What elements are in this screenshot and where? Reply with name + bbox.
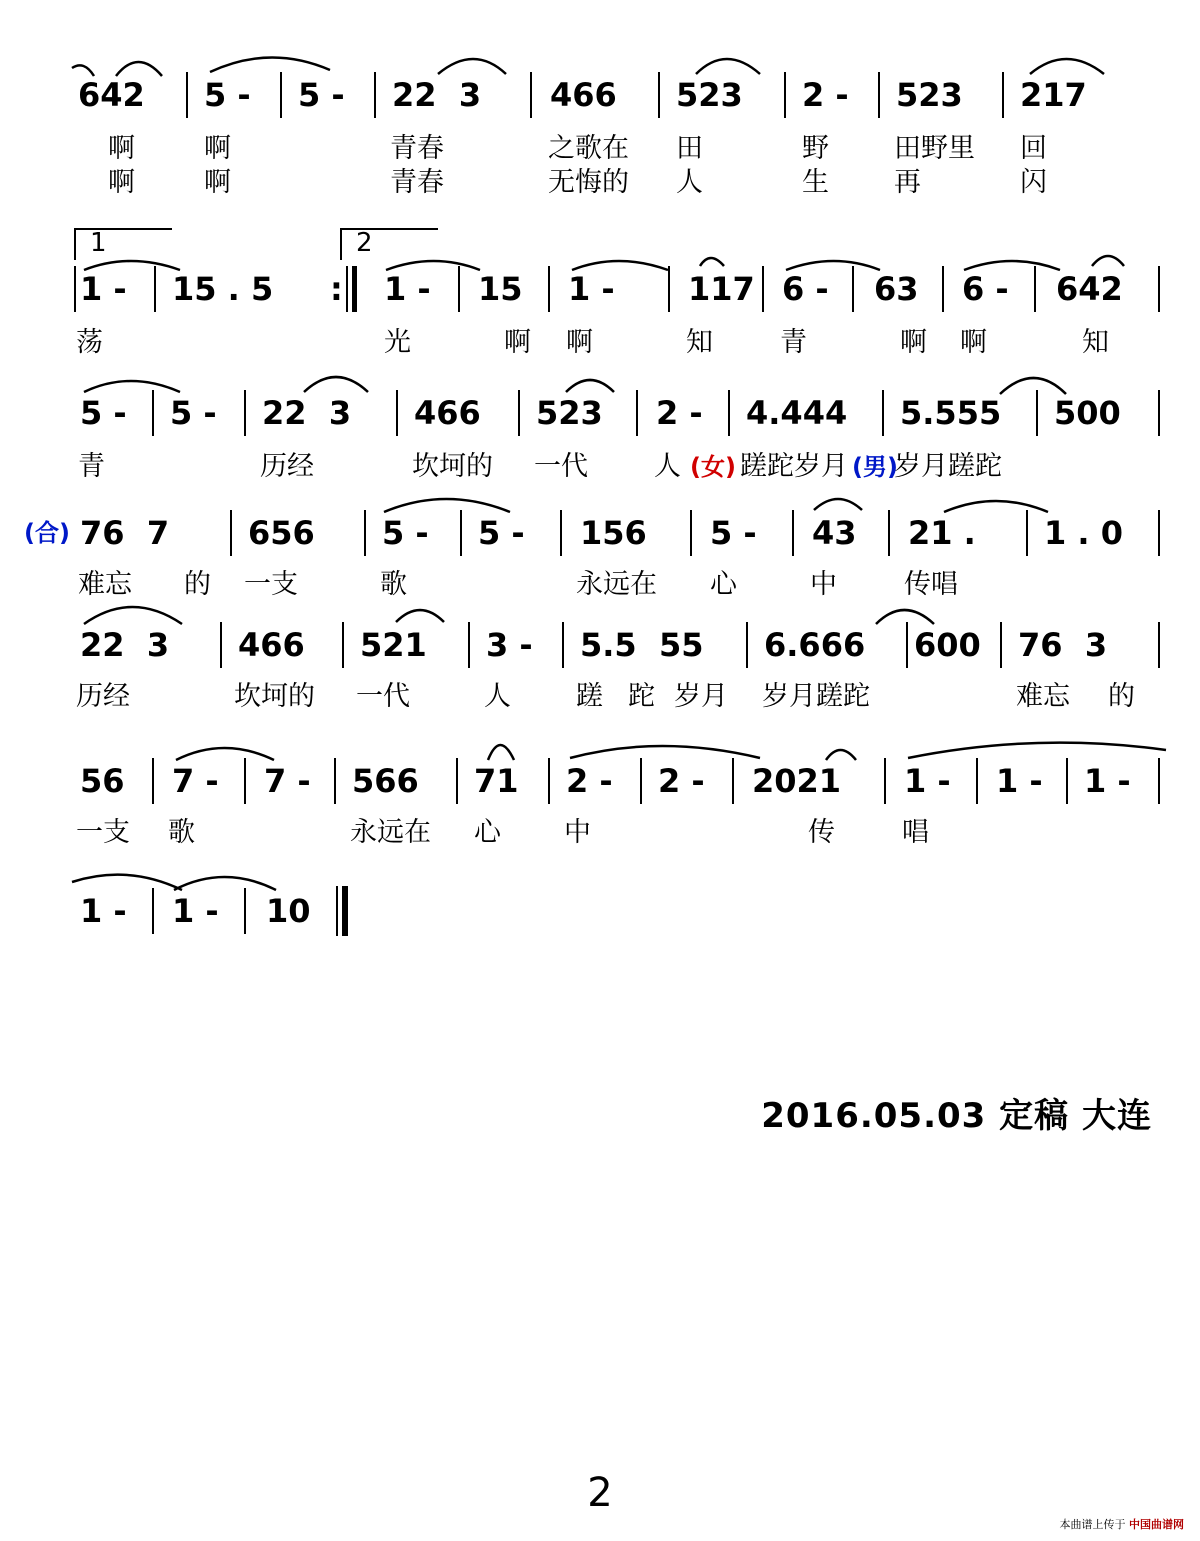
barline xyxy=(548,758,550,804)
lyric: 啊 xyxy=(566,327,593,358)
lyric: 永远在 xyxy=(576,569,657,600)
barline xyxy=(1026,510,1028,556)
measure-notes: 566 xyxy=(352,762,419,800)
barline xyxy=(1034,266,1036,312)
lyric: 啊 xyxy=(204,167,231,198)
lyric: 中 xyxy=(810,569,837,600)
barline xyxy=(230,510,232,556)
measure-notes: 466 xyxy=(550,76,617,114)
lyric: 青 xyxy=(78,451,105,482)
barline xyxy=(1002,72,1004,118)
barline xyxy=(152,758,154,804)
barline xyxy=(1158,390,1160,436)
lyric: 一支 xyxy=(244,569,298,600)
barline xyxy=(244,888,246,934)
barline xyxy=(906,622,908,668)
volta-number: 1 xyxy=(90,228,107,258)
measure-notes: 22 3 xyxy=(392,76,482,114)
lyric: 青 xyxy=(780,327,807,358)
measure-notes: 76 7 xyxy=(80,514,170,552)
lyric: 坎坷的 xyxy=(412,451,493,482)
lyric: 历经 xyxy=(76,681,130,712)
lyric: 啊 xyxy=(108,167,135,198)
lyric: 歌 xyxy=(380,569,407,600)
measure-notes: 1 - xyxy=(80,892,127,930)
barline xyxy=(732,758,734,804)
lyric: 啊 xyxy=(960,327,987,358)
barline xyxy=(852,266,854,312)
barline xyxy=(280,72,282,118)
barline xyxy=(152,888,154,934)
measure-notes: 500 xyxy=(1054,394,1121,432)
measure-notes: 2 - xyxy=(658,762,705,800)
measure-notes: 642 xyxy=(78,76,145,114)
lyric: 野 xyxy=(802,133,829,164)
measure-notes: 5 - xyxy=(382,514,429,552)
measure-notes: 600 xyxy=(914,626,981,664)
measure-notes: 56 xyxy=(80,762,125,800)
barline xyxy=(530,72,532,118)
lyrics-verse-2 xyxy=(0,166,1047,200)
lyric: 人 xyxy=(676,167,703,198)
notes-row xyxy=(0,892,311,930)
page-number: 2 xyxy=(587,1470,613,1516)
repeat-sign: : xyxy=(330,270,343,308)
barline xyxy=(334,758,336,804)
measure-notes: 6 - xyxy=(962,270,1009,308)
measure-notes: 2 - xyxy=(656,394,703,432)
measure-notes: 5 - xyxy=(478,514,525,552)
lyric: 历经 xyxy=(260,451,314,482)
lyric: 啊 xyxy=(108,133,135,164)
site-logo[interactable]: 中国曲谱网 xyxy=(1129,1518,1184,1531)
measure-notes: 71 xyxy=(474,762,519,800)
lyric: 歌 xyxy=(168,817,195,848)
barline xyxy=(976,758,978,804)
measure-notes: 5 - xyxy=(170,394,217,432)
measure-notes: 217 xyxy=(1020,76,1087,114)
barline xyxy=(1066,758,1068,804)
lyric: 岁月 xyxy=(674,681,728,712)
barline xyxy=(220,622,222,668)
measure-notes: 5 - xyxy=(298,76,345,114)
barline xyxy=(728,390,730,436)
barline xyxy=(560,510,562,556)
notes-row xyxy=(0,626,1108,664)
lyric: 的 xyxy=(1108,681,1135,712)
measure-notes: 1 - xyxy=(80,270,127,308)
barline xyxy=(364,510,366,556)
barline xyxy=(458,266,460,312)
barline xyxy=(762,266,764,312)
lyrics-row xyxy=(0,326,1109,360)
measure-notes: 523 xyxy=(896,76,963,114)
lyric: 田 xyxy=(676,133,703,164)
measure-notes: 1 . 0 xyxy=(1044,514,1123,552)
completion-date-note: 2016.05.03 定稿 大连 xyxy=(761,1096,1152,1136)
lyric: 青春 xyxy=(390,133,444,164)
barline xyxy=(792,510,794,556)
measure-notes: 5 - xyxy=(204,76,251,114)
lyrics-row xyxy=(0,568,958,602)
notes-row xyxy=(0,514,1123,552)
measure-notes: 7 - xyxy=(172,762,219,800)
lyric: 青春 xyxy=(390,167,444,198)
upload-credit xyxy=(1060,1516,1185,1532)
measure-notes: 1 - xyxy=(384,270,431,308)
measure-notes: 1 - xyxy=(996,762,1043,800)
repeat-barline-thin xyxy=(346,266,348,312)
lyric: 心 xyxy=(710,569,737,600)
barline xyxy=(690,510,692,556)
barline xyxy=(468,622,470,668)
measure-notes: 466 xyxy=(414,394,481,432)
lyric: 传 xyxy=(808,817,835,848)
measure-notes: 117 xyxy=(688,270,755,308)
lyric: 啊 xyxy=(504,327,531,358)
lyric: 人 xyxy=(484,681,511,712)
measure-notes: 15 xyxy=(478,270,523,308)
measure-notes: 4.444 xyxy=(746,394,848,432)
barline xyxy=(244,758,246,804)
measure-notes: 43 xyxy=(812,514,857,552)
measure-notes: 5.5 55 xyxy=(580,626,704,664)
barline xyxy=(154,266,156,312)
lyric: 一支 xyxy=(76,817,130,848)
barline xyxy=(1158,622,1160,668)
barline xyxy=(518,390,520,436)
lyric: 坎坷的 xyxy=(234,681,315,712)
barline xyxy=(1158,758,1160,804)
lyric: 蹉 xyxy=(576,681,603,712)
lyric: 啊 xyxy=(900,327,927,358)
lyric: 啊 xyxy=(204,133,231,164)
lyric: 回 xyxy=(1020,133,1047,164)
lyric: 唱 xyxy=(902,817,929,848)
lyric: 永远在 xyxy=(350,817,431,848)
measure-notes: 7 - xyxy=(264,762,311,800)
final-barline-thin xyxy=(336,886,338,936)
lyrics-verse-1 xyxy=(0,132,1047,166)
lyric: 闪 xyxy=(1020,167,1047,198)
role-label-female: (女) xyxy=(690,453,736,481)
barline xyxy=(186,72,188,118)
barline xyxy=(746,622,748,668)
measure-notes: 5 - xyxy=(80,394,127,432)
measure-notes: 642 xyxy=(1056,270,1123,308)
lyric: 跎 xyxy=(628,681,655,712)
barline xyxy=(396,390,398,436)
volta-bracket-2 xyxy=(340,228,438,260)
notes-row xyxy=(0,270,1123,308)
measure-notes: 2 - xyxy=(566,762,613,800)
upload-text: 本曲谱上传于 xyxy=(1059,1518,1126,1531)
measure-notes: 466 xyxy=(238,626,305,664)
barline xyxy=(668,266,670,312)
lyric: 生 xyxy=(802,167,829,198)
lyric: 知 xyxy=(686,327,713,358)
lyric: 一代 xyxy=(534,451,588,482)
measure-notes: 1 - xyxy=(1084,762,1131,800)
lyric: 荡 xyxy=(76,327,103,358)
lyric: 之歌在 xyxy=(548,133,629,164)
barline xyxy=(1036,390,1038,436)
measure-notes: 10 xyxy=(266,892,311,930)
volta-number: 2 xyxy=(356,228,373,258)
measure-notes: 22 3 xyxy=(262,394,352,432)
lyric: 岁月蹉跎 xyxy=(762,681,870,712)
lyric: 知 xyxy=(1082,327,1109,358)
lyric: 难忘 xyxy=(78,569,132,600)
measure-notes: 21 . xyxy=(908,514,976,552)
barline xyxy=(784,72,786,118)
lyrics-row xyxy=(0,816,929,850)
role-label-chorus: (合) xyxy=(24,519,70,547)
barline xyxy=(1158,266,1160,312)
barline xyxy=(562,622,564,668)
measure-notes: 523 xyxy=(676,76,743,114)
notes-row xyxy=(0,394,1121,432)
barline xyxy=(640,758,642,804)
barline xyxy=(1000,622,1002,668)
final-barline-thick xyxy=(342,886,348,936)
measure-notes: 5 - xyxy=(710,514,757,552)
lyric: 传唱 xyxy=(904,569,958,600)
barline xyxy=(884,758,886,804)
barline xyxy=(152,390,154,436)
barline xyxy=(658,72,660,118)
measure-notes: 22 3 xyxy=(80,626,170,664)
volta-bracket-1 xyxy=(74,228,172,260)
measure-notes: 3 - xyxy=(486,626,533,664)
measure-notes: 523 xyxy=(536,394,603,432)
measure-notes: 5.555 xyxy=(900,394,1002,432)
lyric: 田野里 xyxy=(894,133,975,164)
measure-notes: 6.666 xyxy=(764,626,866,664)
lyrics-row xyxy=(0,680,1135,714)
barline xyxy=(636,390,638,436)
measure-notes: 521 xyxy=(360,626,427,664)
barline xyxy=(942,266,944,312)
lyric: 中 xyxy=(564,817,591,848)
lyric: 蹉跎岁月 xyxy=(740,451,848,482)
barline xyxy=(1158,510,1160,556)
lyric: 光 xyxy=(384,327,411,358)
measure-notes: 63 xyxy=(874,270,919,308)
barline xyxy=(548,266,550,312)
measure-notes: 2 - xyxy=(802,76,849,114)
barline xyxy=(878,72,880,118)
lyric: 无悔的 xyxy=(548,167,629,198)
measure-notes: 6 - xyxy=(782,270,829,308)
barline xyxy=(882,390,884,436)
measure-notes: 1 - xyxy=(568,270,615,308)
measure-notes: 1 - xyxy=(904,762,951,800)
barline xyxy=(244,390,246,436)
lyric: 再 xyxy=(894,167,921,198)
role-label-male: (男) xyxy=(852,453,898,481)
measure-notes: 656 xyxy=(248,514,315,552)
barline xyxy=(74,266,76,312)
lyric: 人 xyxy=(654,451,681,482)
notes-row xyxy=(0,762,1131,800)
measure-notes: 1 - xyxy=(172,892,219,930)
lyric: 一代 xyxy=(356,681,410,712)
barline xyxy=(342,622,344,668)
measure-notes: 156 xyxy=(580,514,647,552)
lyric: 心 xyxy=(474,817,501,848)
measure-notes: 2021 xyxy=(752,762,842,800)
lyric: 的 xyxy=(184,569,211,600)
lyric: 岁月蹉跎 xyxy=(894,451,1002,482)
barline xyxy=(456,758,458,804)
notes-row xyxy=(0,76,1087,114)
repeat-barline-thick xyxy=(352,266,357,312)
barline xyxy=(374,72,376,118)
lyric: 难忘 xyxy=(1016,681,1070,712)
barline xyxy=(460,510,462,556)
measure-notes: 15 . 5 xyxy=(172,270,274,308)
lyrics-row xyxy=(0,450,1002,484)
barline xyxy=(888,510,890,556)
measure-notes: 76 3 xyxy=(1018,626,1108,664)
